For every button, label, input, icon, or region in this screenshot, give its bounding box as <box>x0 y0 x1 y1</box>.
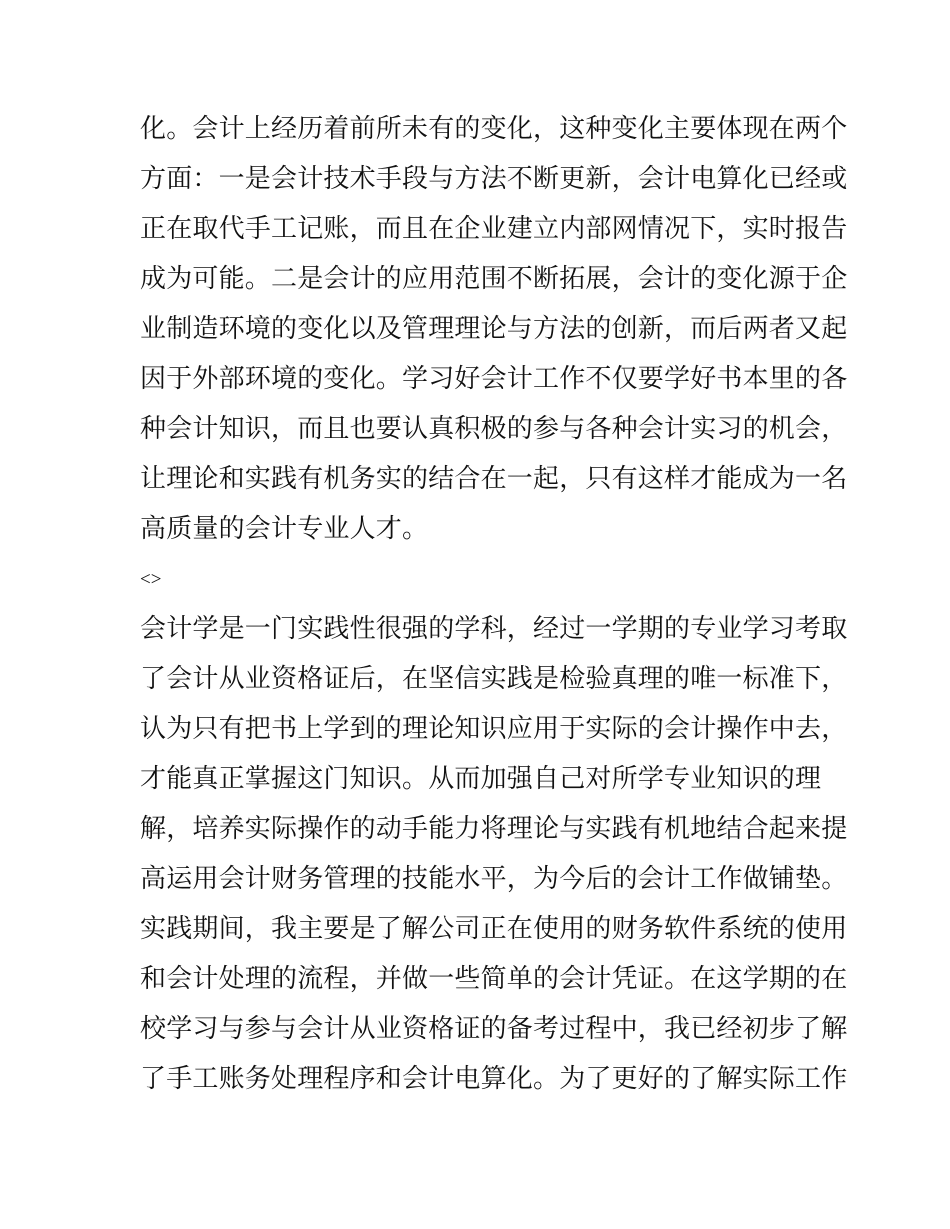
paragraph-2-line-8: 和会计处理的流程，并做一些简单的会计凭证。在这学期的在 <box>140 964 848 994</box>
section-separator: <> <box>140 569 162 590</box>
paragraph-1-line-4: 成为可能。二是会计的应用范围不断拓展，会计的变化源于企 <box>140 264 848 294</box>
paragraph-1-line-1: 化。会计上经历着前所未有的变化，这种变化主要体现在两个 <box>140 114 848 144</box>
paragraph-1-line-3: 正在取代手工记账，而且在企业建立内部网情况下，实时报告 <box>140 214 848 244</box>
paragraph-1-line-9: 高质量的会计专业人才。 <box>140 514 429 544</box>
paragraph-2-line-6: 高运用会计财务管理的技能水平，为今后的会计工作做铺垫。 <box>140 864 848 894</box>
paragraph-1-line-6: 因于外部环境的变化。学习好会计工作不仅要学好书本里的各 <box>140 364 848 394</box>
paragraph-1-line-7: 种会计知识，而且也要认真积极的参与各种会计实习的机会， <box>140 414 848 444</box>
paragraph-2-line-1: 会计学是一门实践性很强的学科，经过一学期的专业学习考取 <box>140 614 848 644</box>
paragraph-2-line-10: 了手工账务处理程序和会计电算化。为了更好的了解实际工作 <box>140 1064 848 1094</box>
paragraph-2-line-4: 才能真正掌握这门知识。从而加强自己对所学专业知识的理 <box>140 764 822 794</box>
paragraph-1-line-5: 业制造环境的变化以及管理理论与方法的创新，而后两者又起 <box>140 314 848 344</box>
paragraph-2-line-5: 解，培养实际操作的动手能力将理论与实践有机地结合起来提 <box>140 814 848 844</box>
paragraph-1-line-8: 让理论和实践有机务实的结合在一起，只有这样才能成为一名 <box>140 464 848 494</box>
paragraph-2-line-7: 实践期间，我主要是了解公司正在使用的财务软件系统的使用 <box>140 914 848 944</box>
paragraph-2-line-2: 了会计从业资格证后，在坚信实践是检验真理的唯一标准下， <box>140 664 848 694</box>
paragraph-1-line-2: 方面：一是会计技术手段与方法不断更新，会计电算化已经或 <box>140 164 848 194</box>
paragraph-2-line-3: 认为只有把书上学到的理论知识应用于实际的会计操作中去， <box>140 714 848 744</box>
paragraph-2-line-9: 校学习与参与会计从业资格证的备考过程中，我已经初步了解 <box>140 1014 848 1044</box>
